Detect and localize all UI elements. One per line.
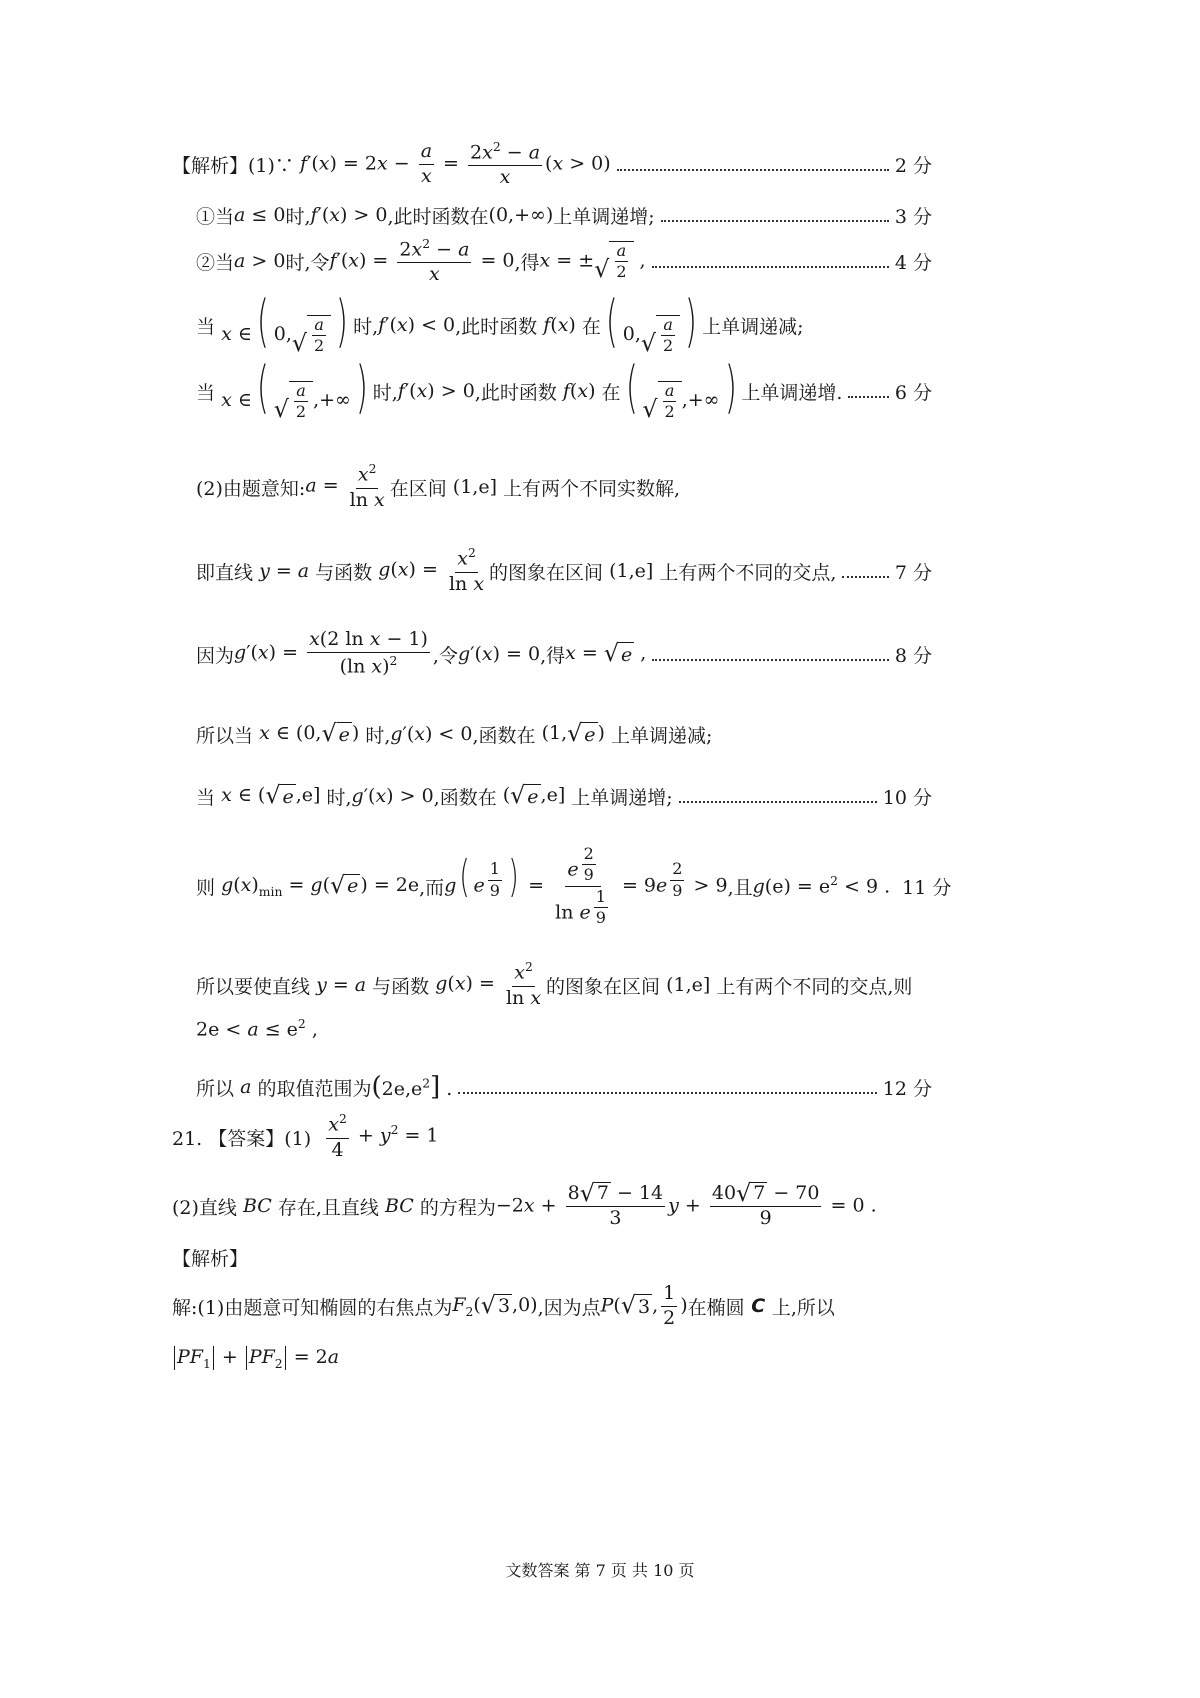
text-segment: 上有两个不同的交点, [659,561,837,584]
score-label: 4 分 [894,251,932,274]
text-segment: 在椭圆 [687,1296,745,1319]
text-segment: 时, [285,205,311,228]
text-segment: 上有两个不同实数解, [503,477,681,500]
text-segment: ,此时函数在 [387,205,489,228]
formula: (1,e] [446,476,504,498]
q21-answer-1 [172,1112,439,1162]
formula: a [240,1076,252,1098]
solution-line-10 [196,780,932,812]
leader-dots [652,659,889,661]
solution-line-7 [196,546,932,596]
leader-dots [842,576,888,578]
solution-line-5 [196,355,932,423]
text-segment: 上单调递增. [741,381,843,404]
text-segment: ,得 [514,251,540,274]
formula: (0,+∞) [488,204,554,226]
leader-dots [652,266,889,268]
text-segment: 因为 [196,644,235,667]
formula: a = $\frac{x^2}{\text{ln x}}$ [305,462,385,511]
text-segment: 解:(1)由题意可知椭圆的右焦点为 [172,1296,453,1319]
text-segment: 即直线 [196,561,254,584]
leader-dots [458,1092,876,1094]
formula: g′(x) < 0 [390,723,473,745]
solution-line-11 [196,843,952,927]
text-segment: ,函数在 [433,786,497,809]
formula: P( √ 3 , $\frac{1}{2}$ ) [600,1281,688,1329]
formula: $(2e,e^2]$ . [371,1072,453,1102]
text-segment: (2)直线 [172,1196,237,1219]
formula: a > 0 [234,250,286,272]
text-segment: 则 [196,876,216,899]
leader-dots [617,169,889,171]
text-segment: 当 [196,381,216,404]
solution-line-6 [196,462,932,512]
formula: C [744,1295,772,1317]
solution-line-14 [196,1070,932,1104]
text-segment: 在 [581,315,601,338]
score-label: 12 分 [882,1077,932,1100]
score-label: 6 分 [894,381,932,404]
score-label: 10 分 [882,786,932,809]
formula: $\frac{x^2}{4}$ + $y^2 = 1$ [328,1112,439,1161]
formula: ( √ e ,e] [496,781,572,810]
formula: a ≤ 0 [234,204,286,226]
formula: x ∈( √ $\frac{a}{2}$ ,+∞) [221,355,368,423]
text-segment: 时, [365,724,391,747]
text-segment: 所以当 [196,724,254,747]
text-segment: ①当 [196,205,235,228]
text-segment: 的图象在区间 [546,975,661,998]
formula: $F_2$( √ 3 ,0) [452,1290,538,1319]
formula: (1,e] [603,560,660,582]
solution-line-12 [196,960,932,1010]
text-segment: 的取值范围为 [257,1077,372,1100]
text-segment: 上单调递增; [571,786,673,809]
text-segment: ,此时函数 [474,381,557,404]
text-segment: 时,令 [285,251,330,274]
leader-dots [679,801,877,803]
score-label: 3 分 [894,205,932,228]
formula: y = a [259,560,310,582]
formula: $g(e) = e^2 < 9$ . [752,874,891,898]
text-segment: 上,所以 [771,1296,835,1319]
solution-line-2 [196,200,932,230]
formula: $2e < a \le e^2$ , [196,1017,318,1041]
text-segment: 与函数 [372,975,430,998]
text-segment: ,因为点 [537,1296,601,1319]
text-segment: ,而 [419,876,445,899]
text-segment: 时, [372,381,398,404]
score-label: 2 分 [894,154,932,177]
text-segment: ,得 [540,644,566,667]
analysis-prefix: 【解析】(1)∵ [172,154,294,177]
formula: $PF_1 + PF_2 = 2a$ [172,1346,339,1371]
formula: f(x) [543,314,582,336]
text-segment: 在 [601,381,621,404]
q21-solution-line-1 [172,1280,835,1332]
text-segment: 时, [353,315,379,338]
formula: f′(x) = 2x − $\frac{a}{x}$ = $\frac{2x^2 - a}{x}$ (x > 0) [299,139,611,188]
formula: f′(x) > 0 [310,204,388,226]
text-segment: 当 [196,786,216,809]
text-segment: 上有两个不同的交点,则 [716,975,913,998]
formula: x ∈ (0, √ e ) [259,719,366,748]
text-segment: 的方程为 [419,1196,496,1219]
formula: f′(x) < 0 [378,314,456,336]
solution-line-3 [196,238,932,284]
text-segment: 所以要使直线 [196,975,311,998]
formula: f(x) [562,380,602,402]
formula: BC [384,1195,414,1217]
solution-line-9 [196,718,932,750]
solution-line-4 [196,289,932,357]
text-segment: 当 [196,315,216,338]
formula: x = ± √ $\frac{a}{2}$ , [539,240,646,283]
formula: (1, √ e ) [535,719,611,748]
formula: y = a [316,974,367,996]
text-segment: 的图象在区间 [489,561,604,584]
formula: ( √ $\frac{a}{2}$ ,+∞) [625,355,737,423]
formula: g( e $^{\frac{1}{9}}$ ) = e $^{\frac{2}{9}}$ ln e $^{\frac{1}{9}}$ = 9e $^{\frac{2}{9}}$ > 9 [444,843,728,927]
text-segment: (2)由题意知: [196,477,306,500]
q21-answer-2 [172,1180,877,1232]
formula: g′(x) = 0 [457,643,541,665]
solution-line-13 [196,1014,318,1044]
formula: f′(x) = $\frac{2x^2 - a}{x}$ = 0 [329,236,515,285]
formula: g′(x) = $\frac{\text{x(2 ln x − 1)}}{(\ln x)^2}$ [234,628,428,678]
formula: (1,e] [660,974,717,996]
score-label: 7 分 [894,561,932,584]
formula: f′(x) > 0 [397,380,475,402]
text-segment: 上单调递减; [610,724,713,747]
text-segment: 所以 [196,1077,235,1100]
analysis-heading [172,1242,248,1272]
formula: g(x) = $\frac{x^2}{\text{ln x}}$ [435,960,542,1009]
text-segment: 时, [326,786,352,809]
leader-dots [848,396,888,398]
text-segment: ,且 [727,876,753,899]
text-segment: 上单调递增; [553,205,655,228]
text-segment: ,令 [432,644,458,667]
text-segment: ②当 [196,251,235,274]
formula: ( 0, √ $\frac{a}{2}$ ) [605,289,698,357]
q21-label: 21. 【答案】(1) [172,1127,312,1150]
formula: x ∈ ( √ e ,e] [221,781,327,810]
formula: BC [242,1195,272,1217]
formula: −2x + 8 √ 7 − 14 3 y + 40 √ 7 − 70 9 = 0 . [495,1178,877,1230]
text-segment: 在区间 [389,477,447,500]
solution-line-8 [196,628,932,680]
leader-dots [661,220,889,222]
formula: $g(x)_{min} = g$( √ e ) = 2e [221,870,420,899]
text-segment: 存在,且直线 [277,1196,379,1219]
solution-line-1 [172,139,932,188]
formula: x = √ e , [565,639,647,668]
text-segment: 与函数 [315,561,373,584]
formula: x ∈( 0, √ $\frac{a}{2}$ ) [221,289,349,357]
text-segment: 上单调递减; [702,315,804,338]
formula: g(x) = $\frac{x^2}{\text{ln x}}$ [378,546,485,595]
text-segment: ,函数在 [472,724,536,747]
text-segment: 【解析】 [172,1247,249,1270]
text-segment: ,此时函数 [455,315,538,338]
formula: g′(x) > 0 [351,785,434,807]
score-label: 11 分 [902,876,952,899]
score-label: 8 分 [894,644,932,667]
page-footer: 文数答案 第 7 页 共 10 页 [505,1561,695,1580]
q21-solution-line-2 [172,1340,339,1376]
